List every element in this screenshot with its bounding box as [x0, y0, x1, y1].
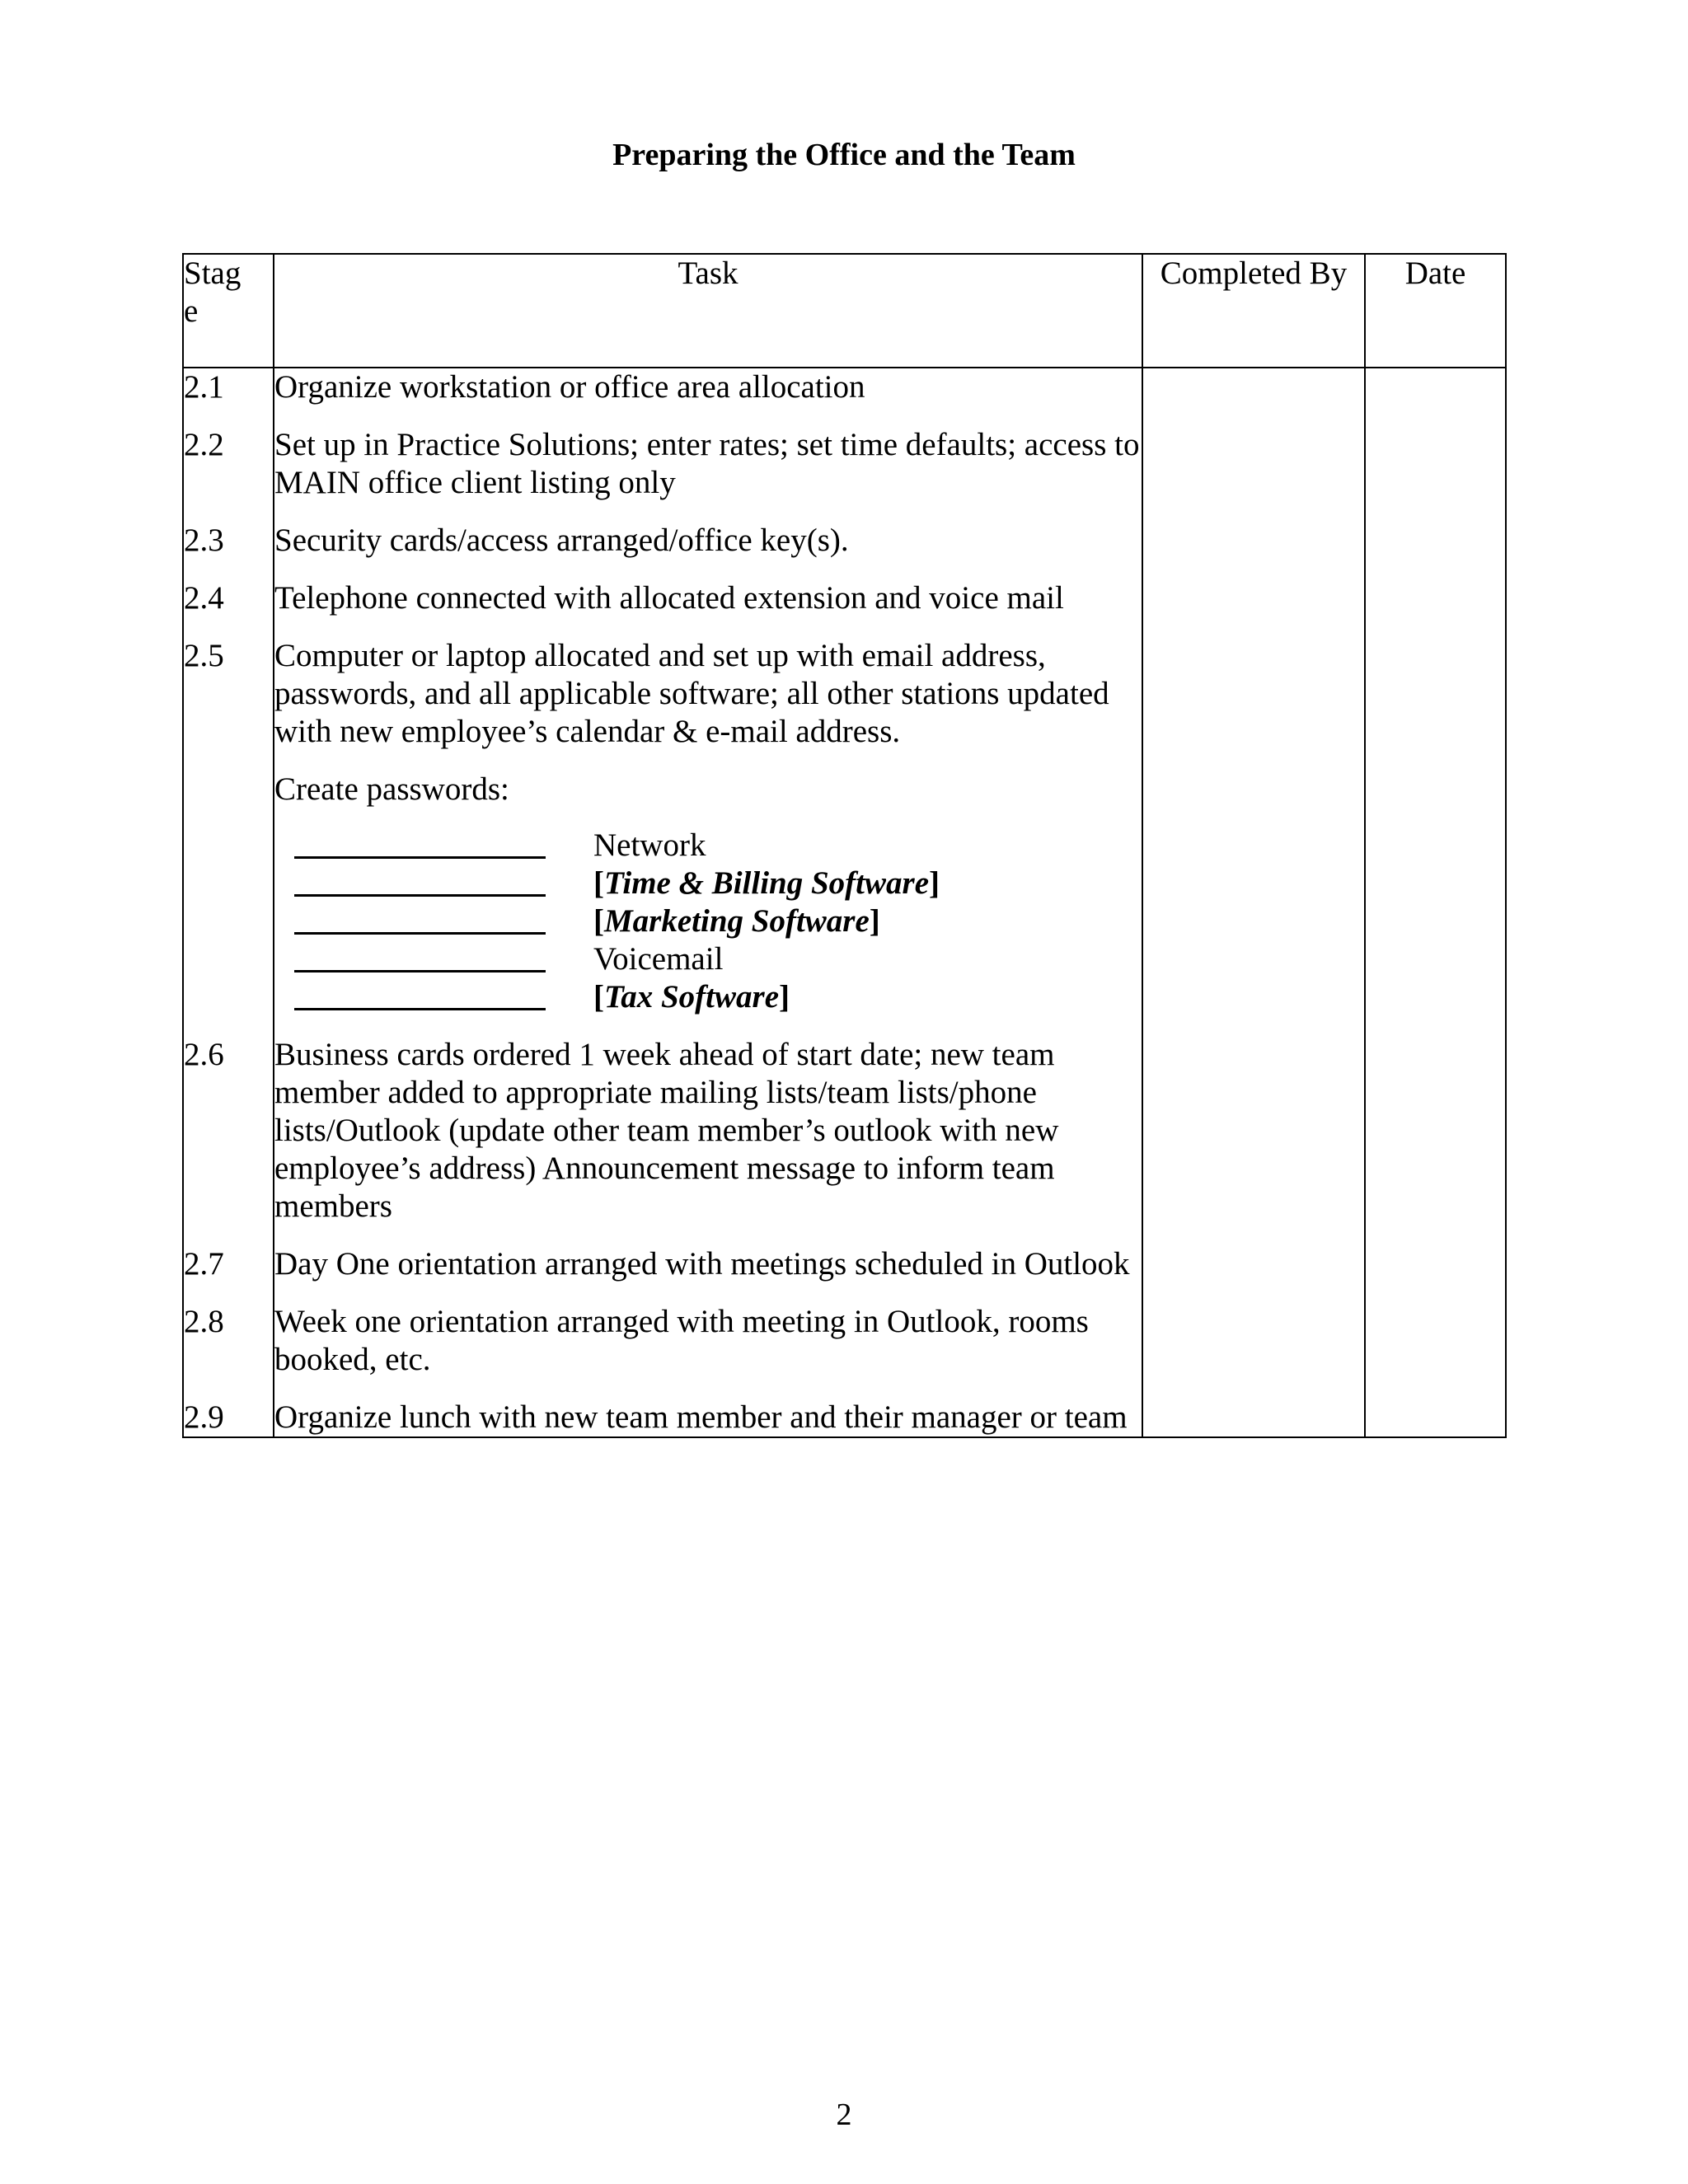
stage-cell: 2.3 — [183, 522, 274, 579]
create-passwords-label: Create passwords: — [274, 771, 509, 807]
table-row — [183, 637, 1506, 1036]
completed-by-cell[interactable] — [1142, 1245, 1365, 1303]
date-cell[interactable] — [1365, 1303, 1506, 1399]
table-row — [183, 1036, 1506, 1245]
date-cell[interactable] — [1365, 1245, 1506, 1303]
table-row — [183, 1245, 1506, 1303]
completed-by-cell[interactable] — [1142, 1036, 1365, 1245]
header-task: Task — [274, 254, 1142, 368]
task-cell: Organize lunch with new team member and their manager or team — [274, 1399, 1142, 1437]
password-item — [274, 827, 1142, 865]
password-blank-line[interactable] — [294, 940, 546, 972]
date-cell[interactable] — [1365, 522, 1506, 579]
task-cell — [274, 637, 1142, 1036]
task-text: Computer or laptop allocated and set up with email address, passwords, and all applicable software; all other stations updated with new employee’s calendar & e-mail address. — [274, 638, 1109, 749]
task-cell: Organize workstation or office area allocation — [274, 368, 1142, 426]
date-cell[interactable] — [1365, 579, 1506, 637]
task-table — [182, 253, 1507, 1438]
password-item — [274, 902, 1142, 940]
completed-by-cell[interactable] — [1142, 522, 1365, 579]
password-name: [Time & Billing Software] — [593, 865, 940, 901]
page-number: 2 — [836, 2097, 852, 2132]
completed-by-cell[interactable] — [1142, 1303, 1365, 1399]
password-name: Network — [593, 827, 706, 863]
password-item — [274, 940, 1142, 978]
completed-by-cell[interactable] — [1142, 368, 1365, 426]
date-cell[interactable] — [1365, 1399, 1506, 1437]
date-cell[interactable] — [1365, 368, 1506, 426]
password-blank-line[interactable] — [294, 827, 546, 859]
password-blank-line[interactable] — [294, 865, 546, 897]
table-header-row — [183, 254, 1506, 368]
table-row — [183, 579, 1506, 637]
table-row — [183, 368, 1506, 426]
task-cell: Week one orientation arranged with meeting in Outlook, rooms booked, etc. — [274, 1303, 1142, 1399]
task-cell: Telephone connected with allocated extension and voice mail — [274, 579, 1142, 637]
table-row — [183, 1399, 1506, 1437]
stage-cell: 2.5 — [183, 637, 274, 1036]
table-row — [183, 426, 1506, 522]
completed-by-cell[interactable] — [1142, 1399, 1365, 1437]
password-name: Voicemail — [593, 941, 724, 977]
task-cell: Security cards/access arranged/office key(s). — [274, 522, 1142, 579]
table-row — [183, 522, 1506, 579]
completed-by-cell[interactable] — [1142, 637, 1365, 1036]
completed-by-cell[interactable] — [1142, 426, 1365, 522]
page-title: Preparing the Office and the Team — [612, 138, 1076, 172]
password-name: [Marketing Software] — [593, 903, 880, 939]
task-cell: Business cards ordered 1 week ahead of start date; new team member added to appropriate mailing lists/team lists/phone lists/Outlook (update other team member’s outlook with new employee’s address) Announcement message to inform team members — [274, 1036, 1142, 1245]
stage-cell: 2.6 — [183, 1036, 274, 1245]
password-blank-line[interactable] — [294, 978, 546, 1010]
password-name: [Tax Software] — [593, 979, 790, 1015]
stage-cell: 2.1 — [183, 368, 274, 426]
password-list — [274, 827, 1142, 1016]
stage-cell: 2.4 — [183, 579, 274, 637]
password-blank-line[interactable] — [294, 902, 546, 935]
password-item — [274, 865, 1142, 902]
stage-cell: 2.2 — [183, 426, 274, 522]
password-item — [274, 978, 1142, 1016]
header-stage: Stage — [183, 254, 274, 368]
header-completed-by: Completed By — [1142, 254, 1365, 368]
stage-cell: 2.9 — [183, 1399, 274, 1437]
task-cell: Set up in Practice Solutions; enter rates; set time defaults; access to MAIN office client listing only — [274, 426, 1142, 522]
header-date: Date — [1365, 254, 1506, 368]
completed-by-cell[interactable] — [1142, 579, 1365, 637]
task-cell: Day One orientation arranged with meetings scheduled in Outlook — [274, 1245, 1142, 1303]
stage-cell: 2.8 — [183, 1303, 274, 1399]
stage-cell: 2.7 — [183, 1245, 274, 1303]
table-row — [183, 1303, 1506, 1399]
date-cell[interactable] — [1365, 426, 1506, 522]
date-cell[interactable] — [1365, 1036, 1506, 1245]
date-cell[interactable] — [1365, 637, 1506, 1036]
